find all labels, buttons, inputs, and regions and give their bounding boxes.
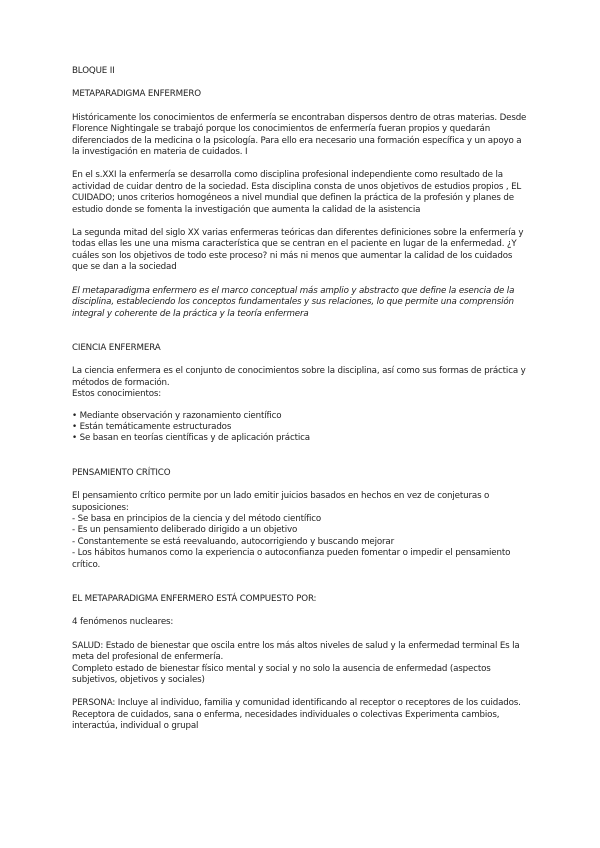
list-item: - Es un pensamiento deliberado dirigido a un objetivo — [72, 525, 298, 536]
salud-description: Completo estado de bienestar físico mental y social y no solo la ausencia de enfermedad (aspectos subjetivos, objetivos y sociales) — [72, 663, 491, 686]
pensamiento-paragraph: El pensamiento crítico permite por un lado emitir juicios basados en hechos en vez de conjeturas o suposiciones: — [72, 491, 490, 513]
block-title: BLOQUE II — [72, 66, 115, 76]
paragraph-second-half: La segunda mitad del siglo XX varias enfermeras teóricas dan diferentes definiciones sobre la enfermería y todas ellas les une una misma característica que se centran en el paciente en lugar de la enfermedad. ¿Y cuáles son los objetivos de todo este proceso? ni más ni menos que aumentar la calidad de los cuidados que se dan a la sociedad — [72, 228, 524, 273]
salud-definition: SALUD: Estado de bienestar que oscila entre los más altos niveles de salud y la enfermedad terminal Es la meta del profesional de enfermería. — [72, 640, 520, 663]
list-item: - Constantemente se está reevaluando, autocorrigiendo y buscando mejorar — [72, 536, 395, 547]
paragraph-history: Históricamente los conocimientos de enfermería se encontraban dispersos dentro de otras materias. Desde Florence Nightingale se trabajó porque los conocimientos de enfermería fueran propios y quedarán diferenciados de la medicina o la psicología. Para ello era necesario una formación específica y un apoyo a la investigación en materia de cuidados. I — [72, 112, 527, 158]
list-item: - Se basa en principios de la ciencia y del método científico — [72, 513, 322, 524]
fenomenos-line: 4 fenómenos nucleares: — [72, 617, 174, 628]
document-page — [72, 66, 528, 733]
paragraph-definition-italic: El metaparadigma enfermero es el marco conceptual más amplio y abstracto que define la esencia de la disciplina, estableciendo los conceptos fundamentales y sus relaciones, lo que permite una comprensión integral y coherente de la práctica y la teoría enfermera — [72, 285, 515, 319]
ciencia-heading: CIENCIA ENFERMERA — [72, 342, 161, 353]
pensamiento-list — [72, 514, 528, 571]
ciencia-paragraph: La ciencia enfermera es el conjunto de conocimientos sobre la disciplina, así como sus formas de práctica y métodos de formación. — [72, 366, 526, 388]
pensamiento-heading: PENSAMIENTO CRÍTICO — [72, 467, 171, 478]
ciencia-intro: Estos conocimientos: — [72, 389, 162, 400]
persona-definition: PERSONA: Incluye al individuo, familia y comunidad identificando al receptor o receptores de los cuidados. — [72, 698, 521, 709]
list-item: • Están temáticamente estructurados — [72, 421, 232, 432]
paragraph-xxi-century: En el s.XXI la enfermería se desarrolla como disciplina profesional independiente como resultado de la actividad de cuidar dentro de la sociedad. Esta disciplina consta de unos objetivos de estudios propios , EL CUIDADO; unos criterios homogéneos a nivel mundial que definen la práctica de la profesión y planes de estudio donde se fomenta la investigación que aumenta la calidad de la asistencia — [72, 170, 522, 215]
list-item: • Mediante observación y razonamiento científico — [72, 410, 282, 421]
list-item: - Los hábitos humanos como la experiencia o autoconfianza pueden fomentar o impedir el pensamiento crítico. — [72, 548, 511, 570]
compuesto-heading: EL METAPARADIGMA ENFERMERO ESTÁ COMPUESTO POR: — [72, 594, 317, 604]
list-item: • Se basan en teorías científicas y de aplicación práctica — [72, 433, 310, 444]
ciencia-list — [72, 411, 528, 445]
metaparadigma-heading: METAPARADIGMA ENFERMERO — [72, 89, 201, 100]
persona-description: Receptora de cuidados, sana o enferma, necesidades individuales o colectivas Experimenta cambios, interactúa, individual o grupal — [72, 709, 500, 732]
